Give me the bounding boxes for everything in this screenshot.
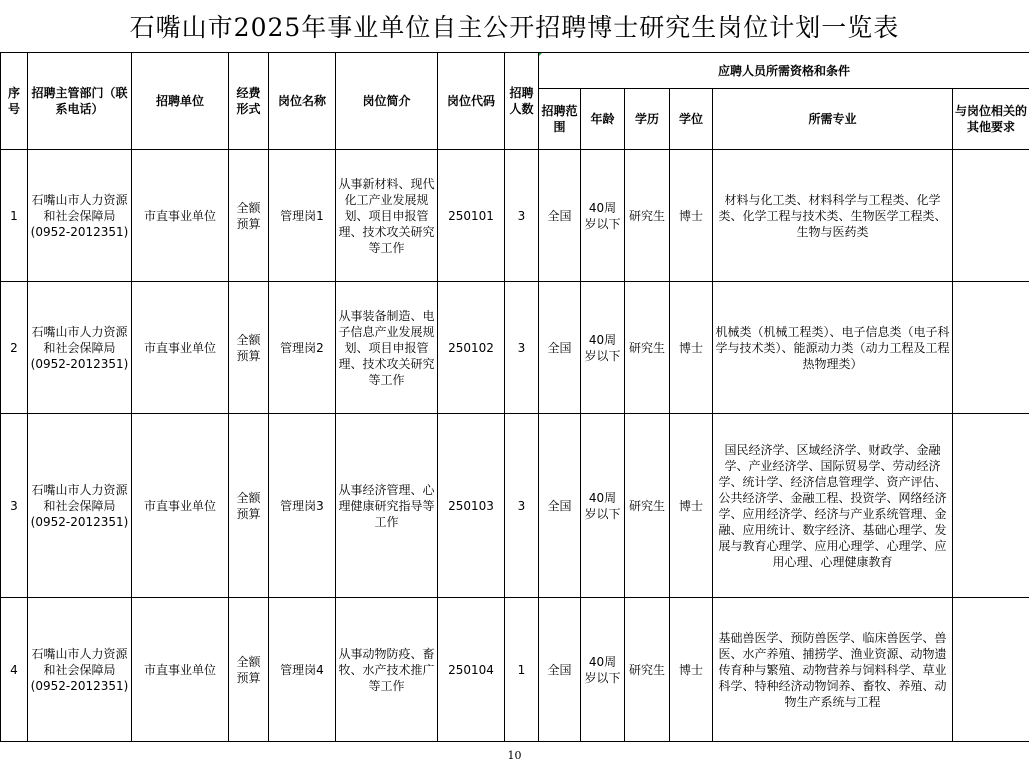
recruitment-table xyxy=(0,52,1029,742)
cell-code: 250101 xyxy=(438,150,505,282)
cell-degree: 博士 xyxy=(670,598,713,742)
cell-post-name: 管理岗3 xyxy=(269,414,336,598)
cell-unit: 市直事业单位 xyxy=(132,414,229,598)
cell-unit: 市直事业单位 xyxy=(132,282,229,414)
cell-age: 40周岁以下 xyxy=(581,150,625,282)
cell-intro: 从事经济管理、心理健康研究指导等工作 xyxy=(336,414,438,598)
cell-scope: 全国 xyxy=(539,598,581,742)
cell-education: 研究生 xyxy=(625,414,670,598)
cell-major: 基础兽医学、预防兽医学、临床兽医学、兽医、水产养殖、捕捞学、渔业资源、动物遗传育种与繁殖、动物营养与饲料科学、草业科学、特种经济动物饲养、畜牧、养殖、动物生产系统与工程 xyxy=(713,598,953,742)
cell-post-name: 管理岗4 xyxy=(269,598,336,742)
cell-code: 250103 xyxy=(438,414,505,598)
cell-seq: 1 xyxy=(1,150,28,282)
cell-education: 研究生 xyxy=(625,598,670,742)
header-qualifications: 应聘人员所需资格和条件 xyxy=(539,53,1029,89)
cell-age: 40周岁以下 xyxy=(581,414,625,598)
cell-funding: 全额预算 xyxy=(229,150,269,282)
cell-degree: 博士 xyxy=(670,414,713,598)
cell-count: 3 xyxy=(505,282,539,414)
cell-education: 研究生 xyxy=(625,150,670,282)
cell-intro: 从事动物防疫、畜牧、水产技术推广等工作 xyxy=(336,598,438,742)
cell-intro: 从事装备制造、电子信息产业发展规划、项目申报管理、技术攻关研究等工作 xyxy=(336,282,438,414)
cell-count: 3 xyxy=(505,414,539,598)
cell-major: 机械类（机械工程类）、电子信息类（电子科学与技术类）、能源动力类（动力工程及工程热物理类） xyxy=(713,282,953,414)
header-education: 学历 xyxy=(625,89,670,150)
cell-age: 40周岁以下 xyxy=(581,282,625,414)
cell-unit: 市直事业单位 xyxy=(132,150,229,282)
cell-degree: 博士 xyxy=(670,150,713,282)
header-age: 年龄 xyxy=(581,89,625,150)
cell-other xyxy=(953,598,1029,742)
cell-code: 250102 xyxy=(438,282,505,414)
cell-dept: 石嘴山市人力资源和社会保障局(0952-2012351) xyxy=(28,150,132,282)
cell-scope: 全国 xyxy=(539,414,581,598)
table-row xyxy=(1,414,1029,598)
cell-code: 250104 xyxy=(438,598,505,742)
cell-dept: 石嘴山市人力资源和社会保障局(0952-2012351) xyxy=(28,598,132,742)
cell-education: 研究生 xyxy=(625,282,670,414)
header-unit: 招聘单位 xyxy=(132,53,229,150)
cell-funding: 全额预算 xyxy=(229,414,269,598)
header-funding: 经费形式 xyxy=(229,53,269,150)
page-number: 10 xyxy=(507,749,522,762)
cell-funding: 全额预算 xyxy=(229,282,269,414)
page-title: 石嘴山市2025年事业单位自主公开招聘博士研究生岗位计划一览表 xyxy=(0,0,1029,53)
cell-count: 3 xyxy=(505,150,539,282)
cell-seq: 3 xyxy=(1,414,28,598)
cell-unit: 市直事业单位 xyxy=(132,598,229,742)
cell-post-name: 管理岗2 xyxy=(269,282,336,414)
header-dept: 招聘主管部门（联系电话） xyxy=(28,53,132,150)
cell-age: 40周岁以下 xyxy=(581,598,625,742)
cell-dept: 石嘴山市人力资源和社会保障局(0952-2012351) xyxy=(28,282,132,414)
cell-seq: 4 xyxy=(1,598,28,742)
table-row xyxy=(1,150,1029,282)
cell-major: 国民经济学、区域经济学、财政学、金融学、产业经济学、国际贸易学、劳动经济学、统计学、经济信息管理学、资产评估、公共经济学、金融工程、投资学、网络经济学、应用经济学、经济与产业系统管理、金融、应用统计、数字经济、基础心理学、发展与教育心理学、应用心理学、心理学、应用心理、心理健康教育 xyxy=(713,414,953,598)
cell-seq: 2 xyxy=(1,282,28,414)
cell-dept: 石嘴山市人力资源和社会保障局(0952-2012351) xyxy=(28,414,132,598)
header-intro: 岗位简介 xyxy=(336,53,438,150)
header-scope: 招聘范围 xyxy=(539,89,581,150)
header-major: 所需专业 xyxy=(713,89,953,150)
header-degree: 学位 xyxy=(670,89,713,150)
cell-count: 1 xyxy=(505,598,539,742)
table-row xyxy=(1,282,1029,414)
cell-other xyxy=(953,414,1029,598)
header-other: 与岗位相关的其他要求 xyxy=(953,89,1029,150)
header-seq: 序号 xyxy=(1,53,28,150)
cell-degree: 博士 xyxy=(670,282,713,414)
cell-other xyxy=(953,282,1029,414)
cell-funding: 全额预算 xyxy=(229,598,269,742)
cell-scope: 全国 xyxy=(539,282,581,414)
header-code: 岗位代码 xyxy=(438,53,505,150)
cell-scope: 全国 xyxy=(539,150,581,282)
cell-intro: 从事新材料、现代化工产业发展规划、项目申报管理、技术攻关研究等工作 xyxy=(336,150,438,282)
cell-major: 材料与化工类、材料科学与工程类、化学类、化学工程与技术类、生物医学工程类、生物与医药类 xyxy=(713,150,953,282)
table-row xyxy=(1,598,1029,742)
cell-other xyxy=(953,150,1029,282)
cell-post-name: 管理岗1 xyxy=(269,150,336,282)
header-count: 招聘人数 xyxy=(505,53,539,150)
header-post-name: 岗位名称 xyxy=(269,53,336,150)
